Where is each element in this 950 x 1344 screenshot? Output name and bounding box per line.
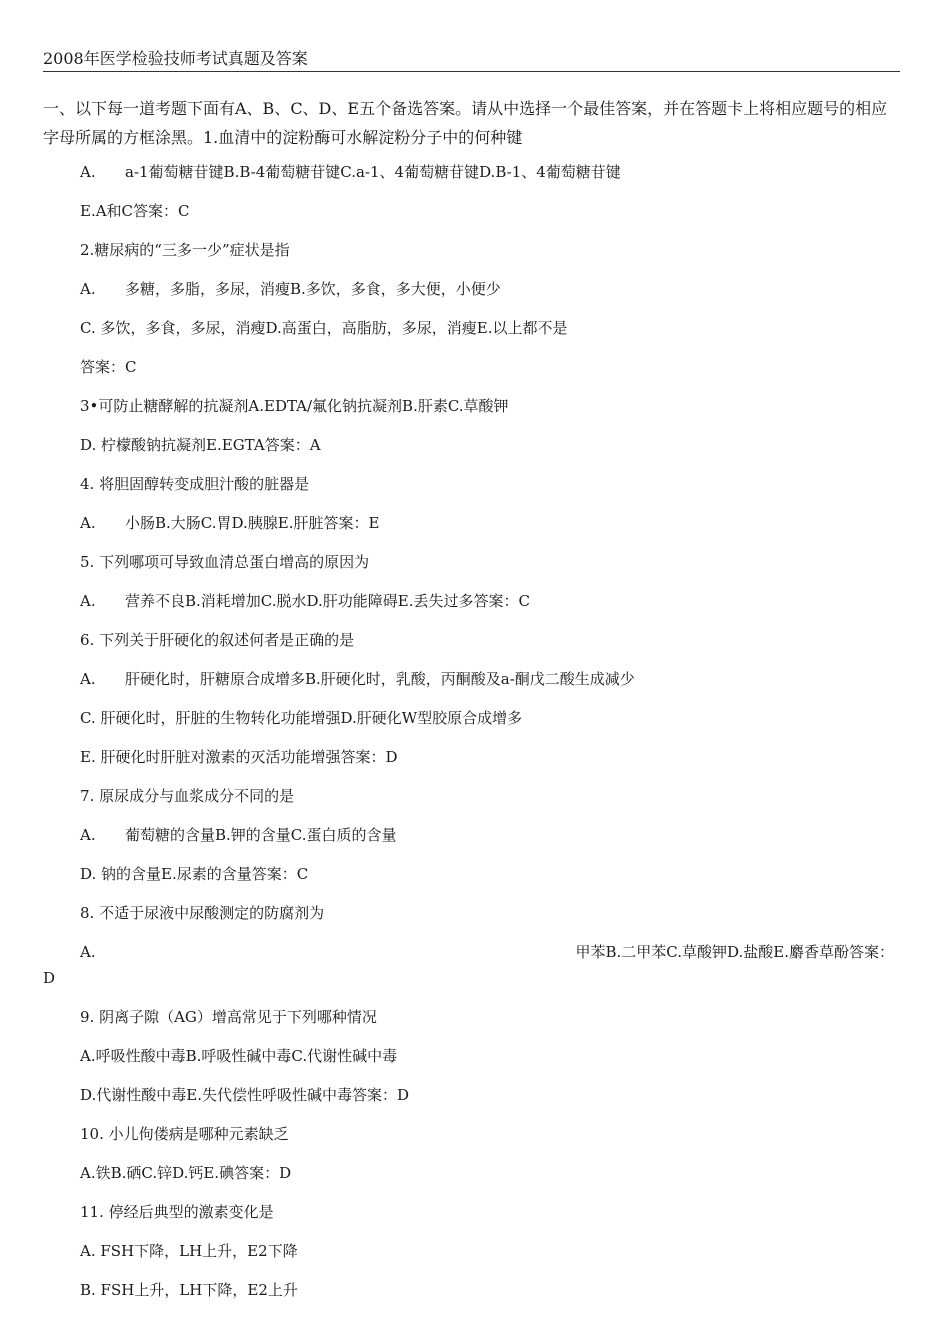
line-text: B. FSH上升，LH下降，E2上升 — [80, 1281, 298, 1299]
text-line — [43, 1085, 900, 1105]
question-lines-continued — [43, 1007, 900, 1300]
text-line — [43, 318, 900, 338]
option-label: A. — [80, 592, 96, 610]
line-text: 4. 将胆固醇转变成胆汁酸的脏器是 — [80, 475, 310, 493]
text-line — [43, 474, 900, 494]
line-text: A.铁B.硒C.锌D.钙E.碘答案：D — [80, 1164, 292, 1182]
line-text: A. FSH下降，LH上升，E2下降 — [80, 1242, 298, 1260]
line-text: 小肠B.大肠C.胃D.胰腺E.肝脏答案：E — [125, 514, 380, 532]
line-text: C. 多饮，多食，多尿，消瘦D.高蛋白，高脂肪，多尿，消瘦E.以上都不是 — [80, 319, 568, 337]
text-line — [43, 864, 900, 884]
text-line — [43, 513, 900, 533]
line-text: E. 肝硬化时肝脏对激素的灭活功能增强答案：D — [80, 748, 398, 766]
text-line — [43, 591, 900, 611]
text-line — [43, 669, 900, 689]
line-text: C. 肝硬化时，肝脏的生物转化功能增强D.肝硬化W型胶原合成增多 — [80, 709, 523, 727]
document-body — [43, 94, 900, 1319]
line-text: a-1葡萄糖苷键B.B-4葡萄糖苷键C.a-1、4葡萄糖苷键D.B-1、4葡萄糖苷键 — [125, 163, 621, 181]
option-label: A. — [80, 670, 96, 688]
wrapped-answer-tail: D — [43, 969, 56, 987]
line-text: 2.糖尿病的“三多一少”症状是指 — [80, 241, 290, 259]
text-line — [43, 630, 900, 650]
option-label: A. — [80, 826, 96, 844]
text-line — [43, 1007, 900, 1027]
option-text: 甲苯B.二甲苯C.草酸钾D.盐酸E.麝香草酚答案： — [575, 943, 894, 961]
text-line — [43, 435, 900, 455]
option-label: A. — [80, 280, 96, 298]
text-line — [43, 201, 900, 221]
line-text: 5. 下列哪项可导致血清总蛋白增高的原因为 — [80, 553, 370, 571]
line-text: D. 柠檬酸钠抗凝剂E.EGTA答案：A — [80, 436, 321, 454]
line-text: 营养不良B.消耗增加C.脱水D.肝功能障碍E.丢失过多答案：C — [125, 592, 530, 610]
line-text: E.A和C答案：C — [80, 202, 190, 220]
text-line — [43, 279, 900, 299]
line-text: 多糖，多脂，多尿，消瘦B.多饮，多食，多大便，小便少 — [125, 280, 501, 298]
line-text: 11. 停经后典型的激素变化是 — [80, 1203, 274, 1221]
line-text: 7. 原尿成分与血浆成分不同的是 — [80, 787, 295, 805]
text-line — [43, 708, 900, 728]
line-text: 葡萄糖的含量B.钾的含量C.蛋白质的含量 — [125, 826, 397, 844]
text-line — [43, 1046, 900, 1066]
line-text: D.代谢性酸中毒E.失代偿性呼吸性碱中毒答案：D — [80, 1086, 410, 1104]
text-line — [43, 1202, 900, 1222]
line-text: D. 钠的含量E.尿素的含量答案：C — [80, 865, 309, 883]
text-line — [43, 357, 900, 377]
line-text: A.呼吸性酸中毒B.呼吸性碱中毒C.代谢性碱中毒 — [80, 1047, 398, 1065]
text-line — [43, 786, 900, 806]
intro-paragraph: 一、以下每一道考题下面有A、B、C、D、E五个备选答案。请从中选择一个最佳答案，并在答题卡上将相应题号的相应字母所属的方框涂黑。1.血清中的淀粉酶可水解淀粉分子中的何种键 — [43, 99, 888, 147]
text-line — [43, 1124, 900, 1144]
text-line — [43, 903, 900, 923]
question-lines — [43, 162, 900, 923]
text-line — [43, 396, 900, 416]
line-text: 9. 阴离子隙（AG）增高常见于下列哪种情况 — [80, 1008, 377, 1026]
text-line — [43, 240, 900, 260]
line-text: 10. 小儿佝偻病是哪种元素缺乏 — [80, 1125, 289, 1143]
line-text: 8. 不适于尿液中尿酸测定的防腐剂为 — [80, 904, 325, 922]
page-header: 2008年医学检验技师考试真题及答案 — [43, 48, 900, 72]
text-line — [43, 1280, 900, 1300]
text-line — [43, 747, 900, 767]
text-line — [43, 552, 900, 572]
line-text: 肝硬化时，肝糖原合成增多B.肝硬化时，乳酸，丙酮酸及a-酮戊二酸生成减少 — [125, 670, 635, 688]
option-label: A. — [80, 514, 96, 532]
line-text: 6. 下列关于肝硬化的叙述何者是正确的是 — [80, 631, 355, 649]
text-line — [43, 162, 900, 182]
text-line — [43, 1241, 900, 1261]
line-text: 答案：C — [80, 358, 137, 376]
text-line — [43, 825, 900, 845]
line-text: 3•可防止糖酵解的抗凝剂A.EDTA/氟化钠抗凝剂B.肝素C.草酸钾 — [80, 397, 509, 415]
option-label: A. — [80, 163, 96, 181]
text-line — [43, 1163, 900, 1183]
option-label: A. — [80, 943, 96, 961]
answer-line-wide — [43, 942, 900, 962]
